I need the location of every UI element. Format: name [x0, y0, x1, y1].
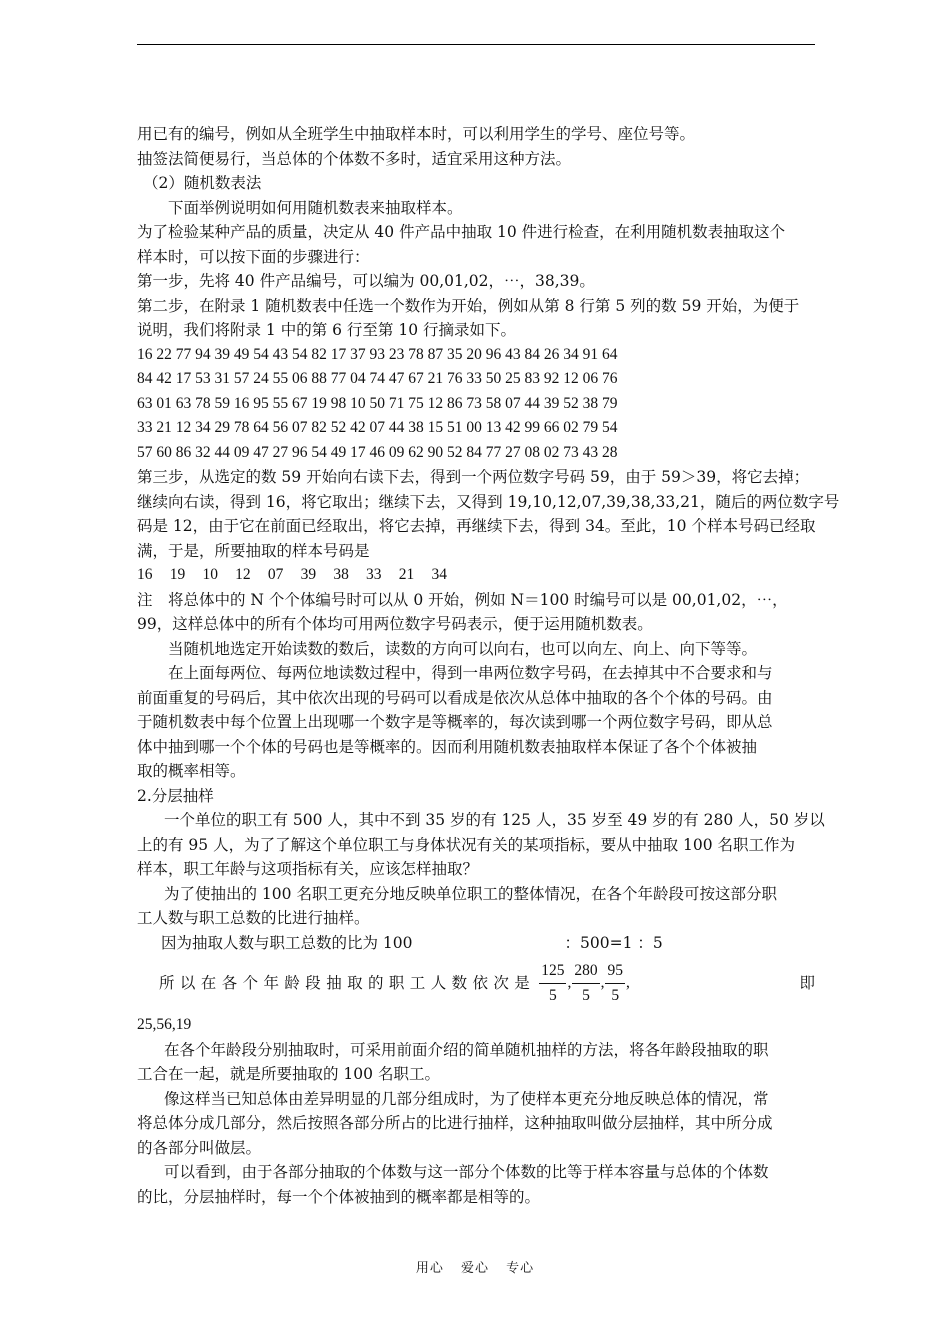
fraction-group: $\frac{125}{5}$ , $\frac{280}{5}$ , $\frac{95}{5}$ ,	[541, 961, 630, 1004]
fraction-numerator: 95	[605, 961, 625, 984]
document-body	[137, 122, 840, 1209]
sample-number: 19	[169, 566, 186, 583]
random-table-row: 84 42 17 53 31 57 24 55 06 88 77 04 74 47 67 21 76 33 50 25 83 92 12 06 76	[137, 370, 618, 387]
selected-sample-numbers	[137, 563, 447, 588]
text-line: 继续向右读，得到 16，将它取出；继续下去，又得到 19,10,12,07,39,38,33,21，随后的两位数字号	[137, 492, 840, 511]
text-line: 在上面每两位、每两位地读数过程中，得到一串两位数字号码，在去掉其中不合要求和与	[168, 664, 773, 682]
footer-text: 专心	[506, 1261, 535, 1276]
fraction-lead-text: 所以在各个年龄段抽取的职工人数依次是	[159, 973, 536, 992]
fraction-numerator: 125	[539, 961, 566, 984]
text-line: 第二步，在附录 1 随机数表中任选一个数作为开始，例如从第 8 行第 5 列的数 59 开始，为便于	[137, 296, 800, 315]
text-line: 于随机数表中每个位置上出现哪一个数字是等概率的，每次读到哪一个两位数字号码，即从总	[137, 713, 773, 731]
fraction	[605, 961, 625, 1006]
sample-number: 12	[235, 566, 251, 583]
sample-number: 16	[137, 566, 153, 583]
text-line: 在各个年龄段分别抽取时，可采用前面介绍的简单随机抽样的方法，将各年龄段抽取的职	[164, 1040, 769, 1059]
sample-number: 07	[267, 566, 284, 583]
footer-text: 用心	[415, 1261, 444, 1276]
fraction-numerator: 280	[572, 961, 599, 984]
text-line: 第一步，先将 40 件产品编号，可以编为 00,01,02，⋯，38,39。	[137, 272, 595, 290]
text-line: 上的有 95 人，为了了解这个单位职工与身体状况有关的某项指标，要从中抽取 100 名职工作为	[137, 835, 796, 854]
text-line: 当随机地选定开始读数的数后，读数的方向可以向右，也可以向左、向上、向下等等。	[168, 639, 758, 658]
random-table-row: 16 22 77 94 39 49 54 43 54 82 17 37 93 23 78 87 35 20 96 43 84 26 34 91 64	[137, 345, 618, 363]
random-table-row: 33 21 12 34 29 78 64 56 07 82 52 42 07 44 38 15 51 00 13 42 99 66 02 79 54	[137, 419, 618, 436]
section-heading: 2.分层抽样	[137, 786, 214, 805]
sample-number: 39	[300, 566, 317, 583]
text-line: 第三步，从选定的数 59 开始向右读下去，得到一个两位数字号码 59，由于 59＞39，将它去掉；	[137, 468, 810, 486]
text-line: 将总体分成几部分，然后按照各部分所占的比进行抽样，这种抽取叫做分层抽样，其中所分成	[137, 1114, 773, 1132]
text-line: 用已有的编号，例如从全班学生中抽取样本时，可以利用学生的学号、座位号等。	[137, 125, 696, 143]
text-line: 说明，我们将附录 1 中的第 6 行至第 10 行摘录如下。	[137, 321, 517, 339]
text-line: 可以看到，由于各部分抽取的个体数与这一部分个体数的比等于样本容量与总体的个体数	[164, 1163, 769, 1181]
text-line: 99，这样总体中的所有个体均可用两位数字号码表示，便于运用随机数表。	[137, 615, 653, 633]
fraction-denominator: 5	[548, 986, 557, 1004]
fraction	[539, 961, 566, 1006]
text-line: 25,56,19	[137, 1016, 192, 1033]
sample-number: 21	[398, 566, 415, 583]
sample-number: 33	[366, 566, 382, 583]
text-line: 工合在一起，就是所要抽取的 100 名职工。	[137, 1065, 440, 1083]
text-line: 的各部分叫做层。	[137, 1138, 262, 1157]
fraction-tail: 即	[799, 973, 815, 992]
sample-number: 38	[333, 566, 349, 583]
text-line: 取的概率相等。	[137, 762, 246, 780]
text-line: 的比，分层抽样时，每一个个体被抽到的概率都是相等的。	[137, 1187, 541, 1206]
text-line: 体中抽到哪一个个体的号码也是等概率的。因而利用随机数表抽取样本保证了各个个体被抽	[137, 737, 758, 756]
fraction	[572, 961, 599, 1006]
random-table-row: 57 60 86 32 44 09 47 27 96 54 49 17 46 09 62 90 52 84 77 27 08 02 73 43 28	[137, 443, 618, 461]
ratio-right: ：500=1 ：5	[564, 933, 663, 952]
text-line: 为了使抽出的 100 名职工更充分地反映单位职工的整体情况，在各个年龄段可按这部分职	[164, 884, 777, 903]
text-line: 一个单位的职工有 500 人，其中不到 35 岁的有 125 人，35 岁至 49 岁的有 280 人，50 岁以	[164, 811, 825, 829]
fraction-line	[137, 959, 815, 1007]
text-line: 为了检验某种产品的质量，决定从 40 件产品中抽取 10 件进行检查，在利用随机数表抽取这个	[137, 223, 786, 241]
page-footer	[0, 1257, 950, 1276]
sample-number: 34	[431, 566, 447, 583]
text-line: 满，于是，所要抽取的样本号码是	[137, 541, 370, 560]
text-line: 样本时，可以按下面的步骤进行：	[137, 247, 370, 266]
text-line: 像这样当已知总体由差异明显的几部分组成时，为了使样本更充分地反映总体的情况，常	[164, 1089, 769, 1108]
text-line: 码是 12，由于它在前面已经取出，将它去掉，再继续下去，得到 34。至此，10 个样本号码已经取	[137, 517, 816, 535]
section-heading: （2）随机数表法	[143, 174, 262, 192]
random-table-row: 63 01 63 78 59 16 95 55 67 19 98 10 50 71 75 12 86 73 58 07 44 39 52 38 79	[137, 394, 618, 412]
text-line: 前面重复的号码后，其中依次出现的号码可以看成是依次从总体中抽取的各个个体的号码。由	[137, 688, 773, 707]
header-rule	[137, 44, 815, 45]
footer-text: 爱心	[460, 1261, 489, 1276]
sample-number: 10	[202, 566, 218, 583]
ratio-line	[137, 931, 815, 956]
fraction-denominator: 5	[611, 986, 620, 1004]
fraction-denominator: 5	[582, 986, 590, 1004]
ratio-left: 因为抽取人数与职工总数的比为 100	[161, 933, 413, 952]
note-line: 注 将总体中的 N 个个体编号时可以从 0 开始，例如 N＝100 时编号可以是 00,01,02，⋯，	[137, 590, 788, 609]
text-line: 工人数与职工总数的比进行抽样。	[137, 909, 370, 927]
text-line: 抽签法简便易行，当总体的个体数不多时，适宜采用这种方法。	[137, 149, 572, 168]
text-line: 样本，职工年龄与这项指标有关，应该怎样抽取？	[137, 860, 479, 878]
text-line: 下面举例说明如何用随机数表来抽取样本。	[168, 198, 463, 217]
